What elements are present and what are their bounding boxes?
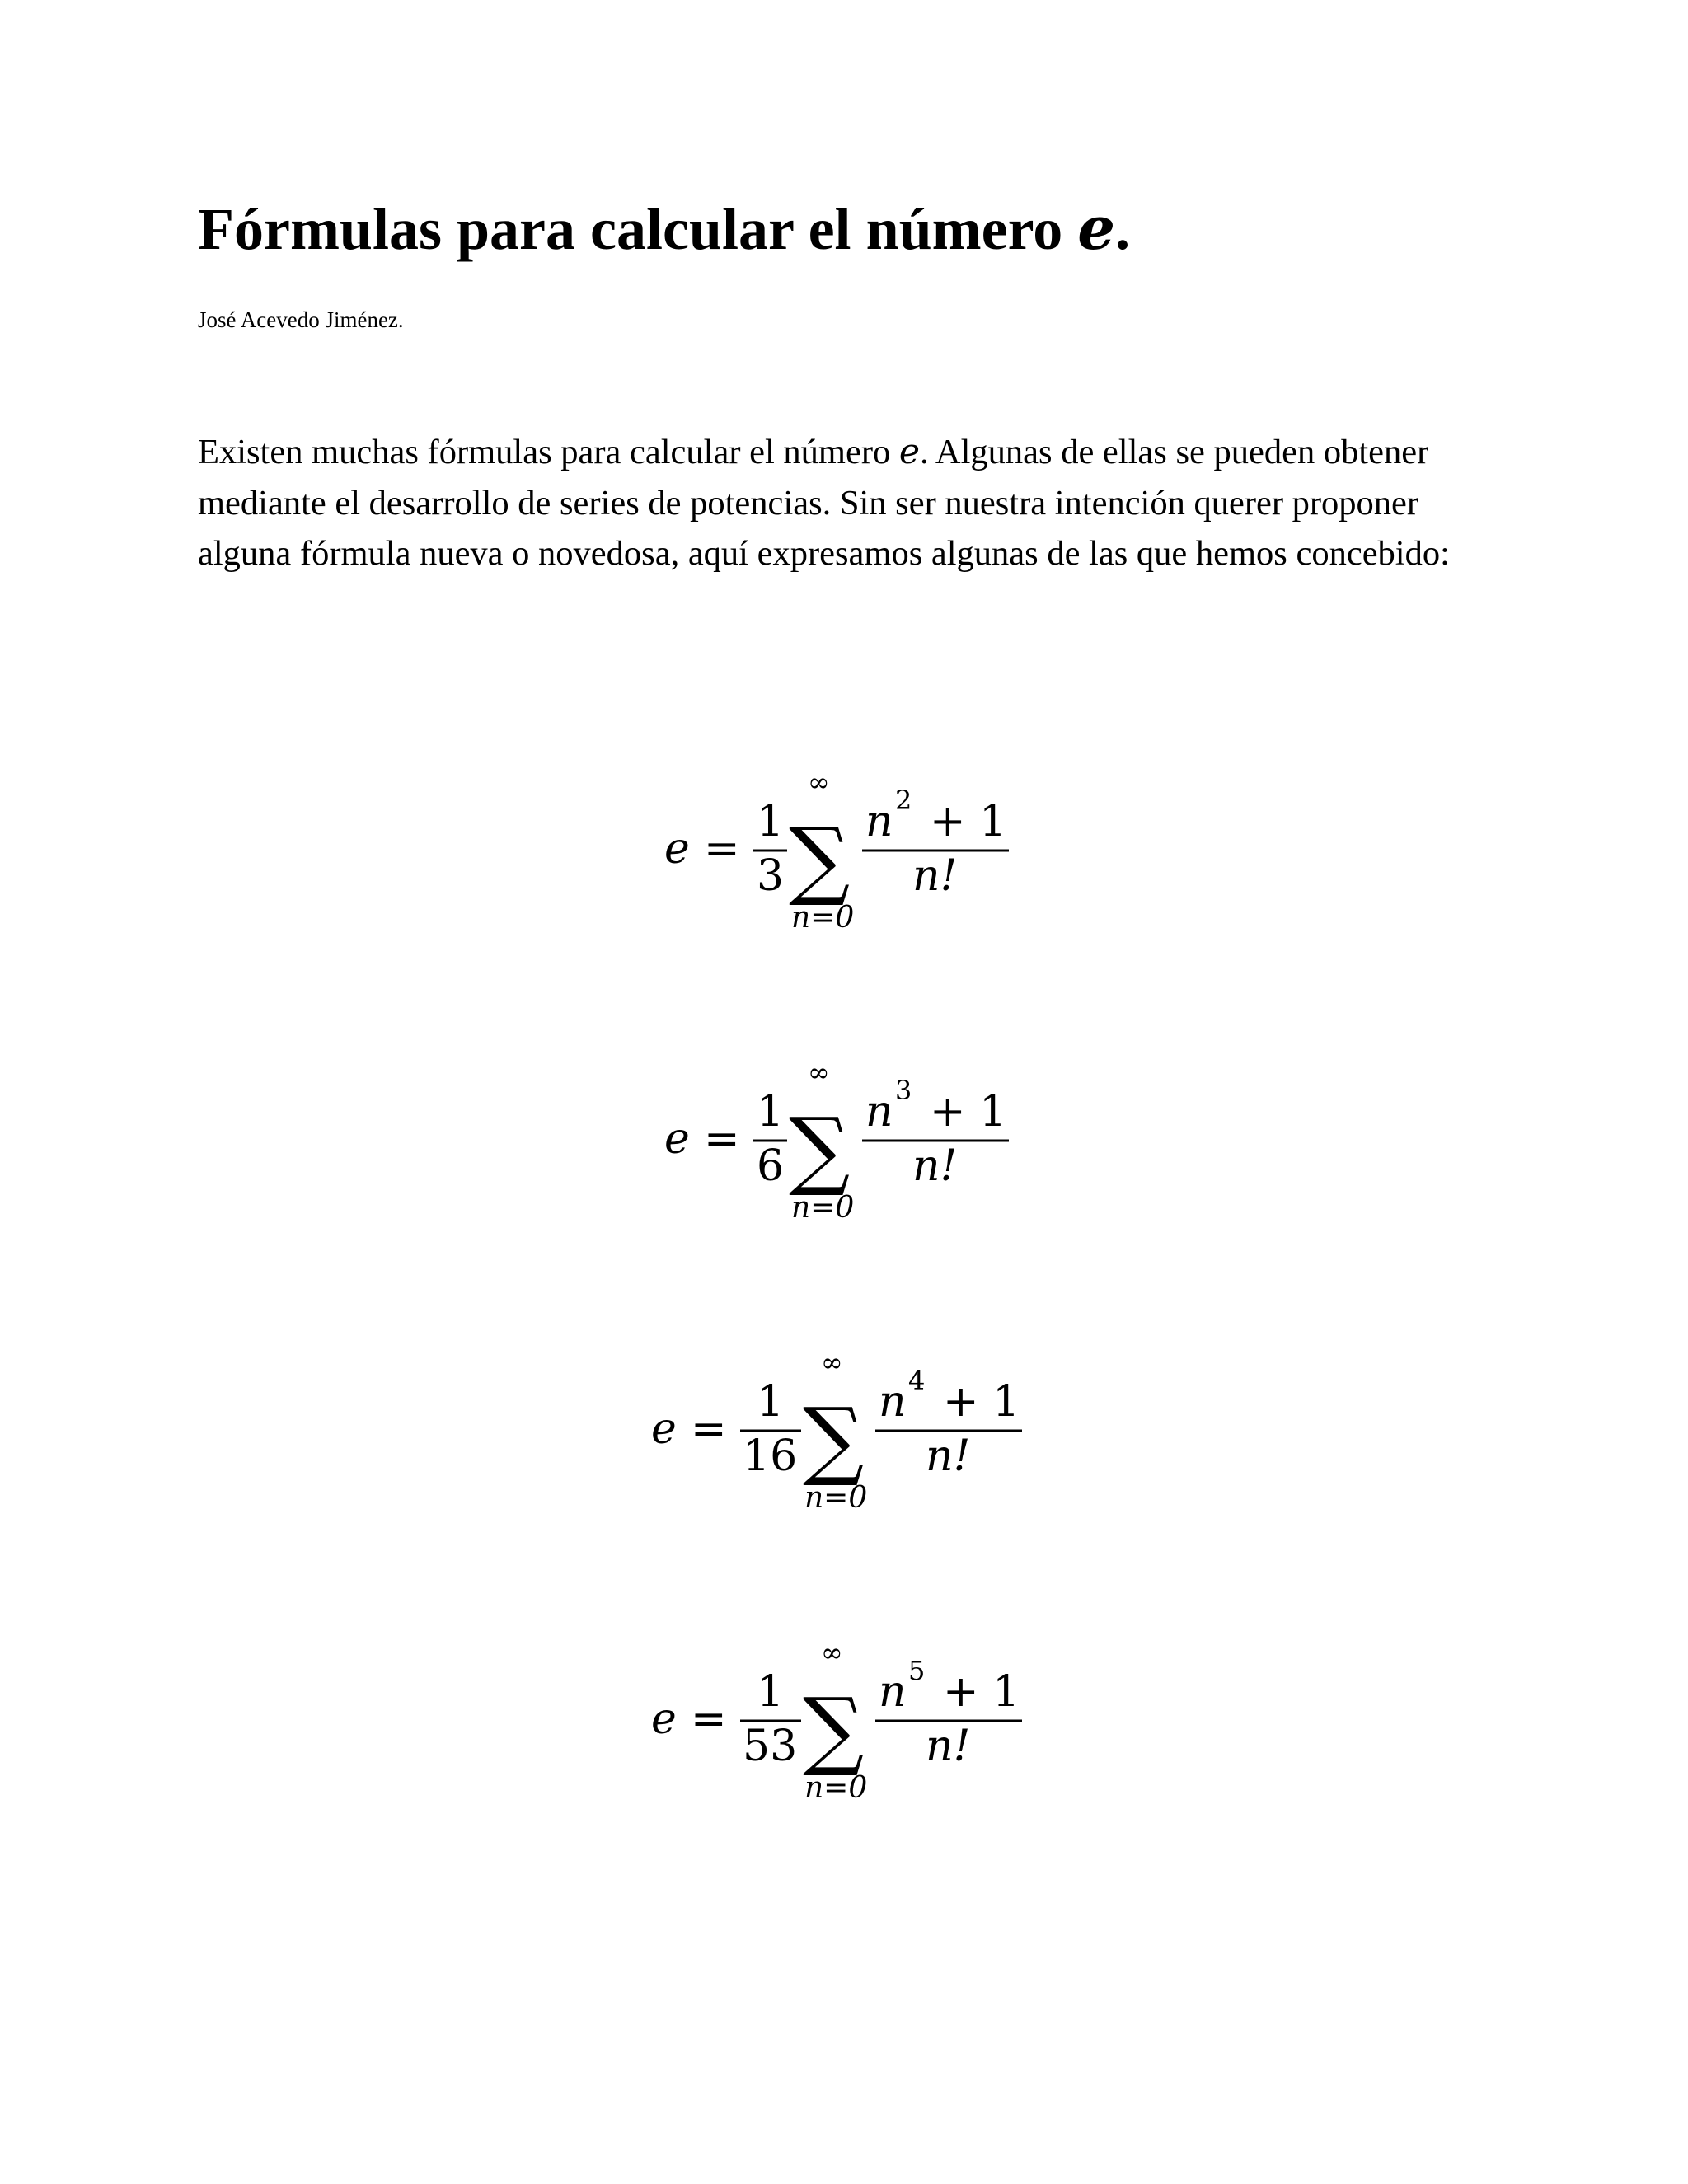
formula-equals: = [704, 824, 740, 874]
formula-lhs: e [664, 1114, 690, 1164]
formula-term-base: n [865, 797, 893, 846]
formula-upper-limit: ∞ [808, 766, 830, 798]
formula-lower-limit: n=0 [804, 1481, 868, 1515]
formula-equals: = [691, 1694, 727, 1744]
intro-paragraph [198, 427, 1500, 579]
formula-upper-limit: ∞ [808, 1057, 830, 1088]
formula-3 [0, 1338, 1688, 1515]
formula-term-exponent: 5 [908, 1655, 926, 1686]
formula-term-denominator: n! [912, 851, 958, 901]
formula-coef-numerator: 1 [757, 1377, 785, 1427]
formula-sigma: ∑ [803, 1679, 865, 1779]
formula-coef-numerator: 1 [757, 1667, 785, 1717]
formula-term-base: n [879, 1667, 907, 1717]
formula-term-exponent: 4 [908, 1365, 926, 1396]
formula-coef-numerator: 1 [757, 1087, 785, 1137]
formula-4 [0, 1629, 1688, 1805]
formula-lower-limit: n=0 [791, 901, 855, 935]
formula-term-base: n [879, 1377, 907, 1427]
formula-term-denominator: n! [926, 1722, 971, 1771]
intro-text-after: . Algunas de ellas se pueden obtener mediante el desarrollo de series de potencias. Sin ser nuestra intención querer proponer alguna fórmula nueva o novedosa, aquí expresamos algunas de las que hemos concebido: [198, 433, 1450, 573]
author-name: José Acevedo Jiménez. [198, 307, 404, 332]
formula-coef-denominator: 53 [743, 1722, 798, 1771]
formula-3-svg [0, 1338, 1688, 1536]
formula-coef-denominator: 3 [757, 851, 785, 901]
formula-2-svg [0, 1048, 1688, 1246]
formula-sigma: ∑ [789, 1099, 851, 1199]
formula-term-base: n [865, 1087, 893, 1137]
formula-lhs: e [651, 1404, 677, 1454]
title-period: . [1115, 196, 1131, 262]
title-math-symbol: e [1077, 193, 1116, 263]
formula-coef-numerator: 1 [757, 797, 785, 846]
formula-lower-limit: n=0 [804, 1771, 868, 1805]
document-title [198, 193, 1130, 265]
formula-term-plus: + 1 [930, 1087, 1007, 1137]
formula-equals: = [704, 1114, 740, 1164]
title-text: Fórmulas para calcular el número [198, 196, 1063, 262]
formula-term-denominator: n! [912, 1141, 958, 1191]
formula-lower-limit: n=0 [791, 1191, 855, 1225]
formula-sigma: ∑ [803, 1389, 865, 1489]
formula-1 [0, 758, 1688, 935]
formula-coef-denominator: 16 [743, 1432, 798, 1481]
formula-equals: = [691, 1404, 727, 1454]
intro-text-before: Existen muchas fórmulas para calcular el número [198, 433, 899, 471]
formula-4-svg [0, 1629, 1688, 1826]
intro-math-symbol: e [898, 432, 921, 472]
formula-term-plus: + 1 [943, 1667, 1020, 1717]
formula-sigma: ∑ [789, 808, 851, 909]
formula-lhs: e [651, 1694, 677, 1744]
formula-term-exponent: 2 [895, 785, 912, 816]
formula-coef-denominator: 6 [757, 1141, 785, 1191]
formula-lhs: e [664, 824, 690, 874]
formula-term-plus: + 1 [930, 797, 1007, 846]
formula-upper-limit: ∞ [821, 1637, 843, 1668]
formula-term-exponent: 3 [895, 1075, 912, 1106]
formula-1-svg [0, 758, 1688, 956]
formula-upper-limit: ∞ [821, 1347, 843, 1378]
formula-term-denominator: n! [926, 1432, 971, 1481]
formula-term-plus: + 1 [943, 1377, 1020, 1427]
formula-2 [0, 1048, 1688, 1225]
